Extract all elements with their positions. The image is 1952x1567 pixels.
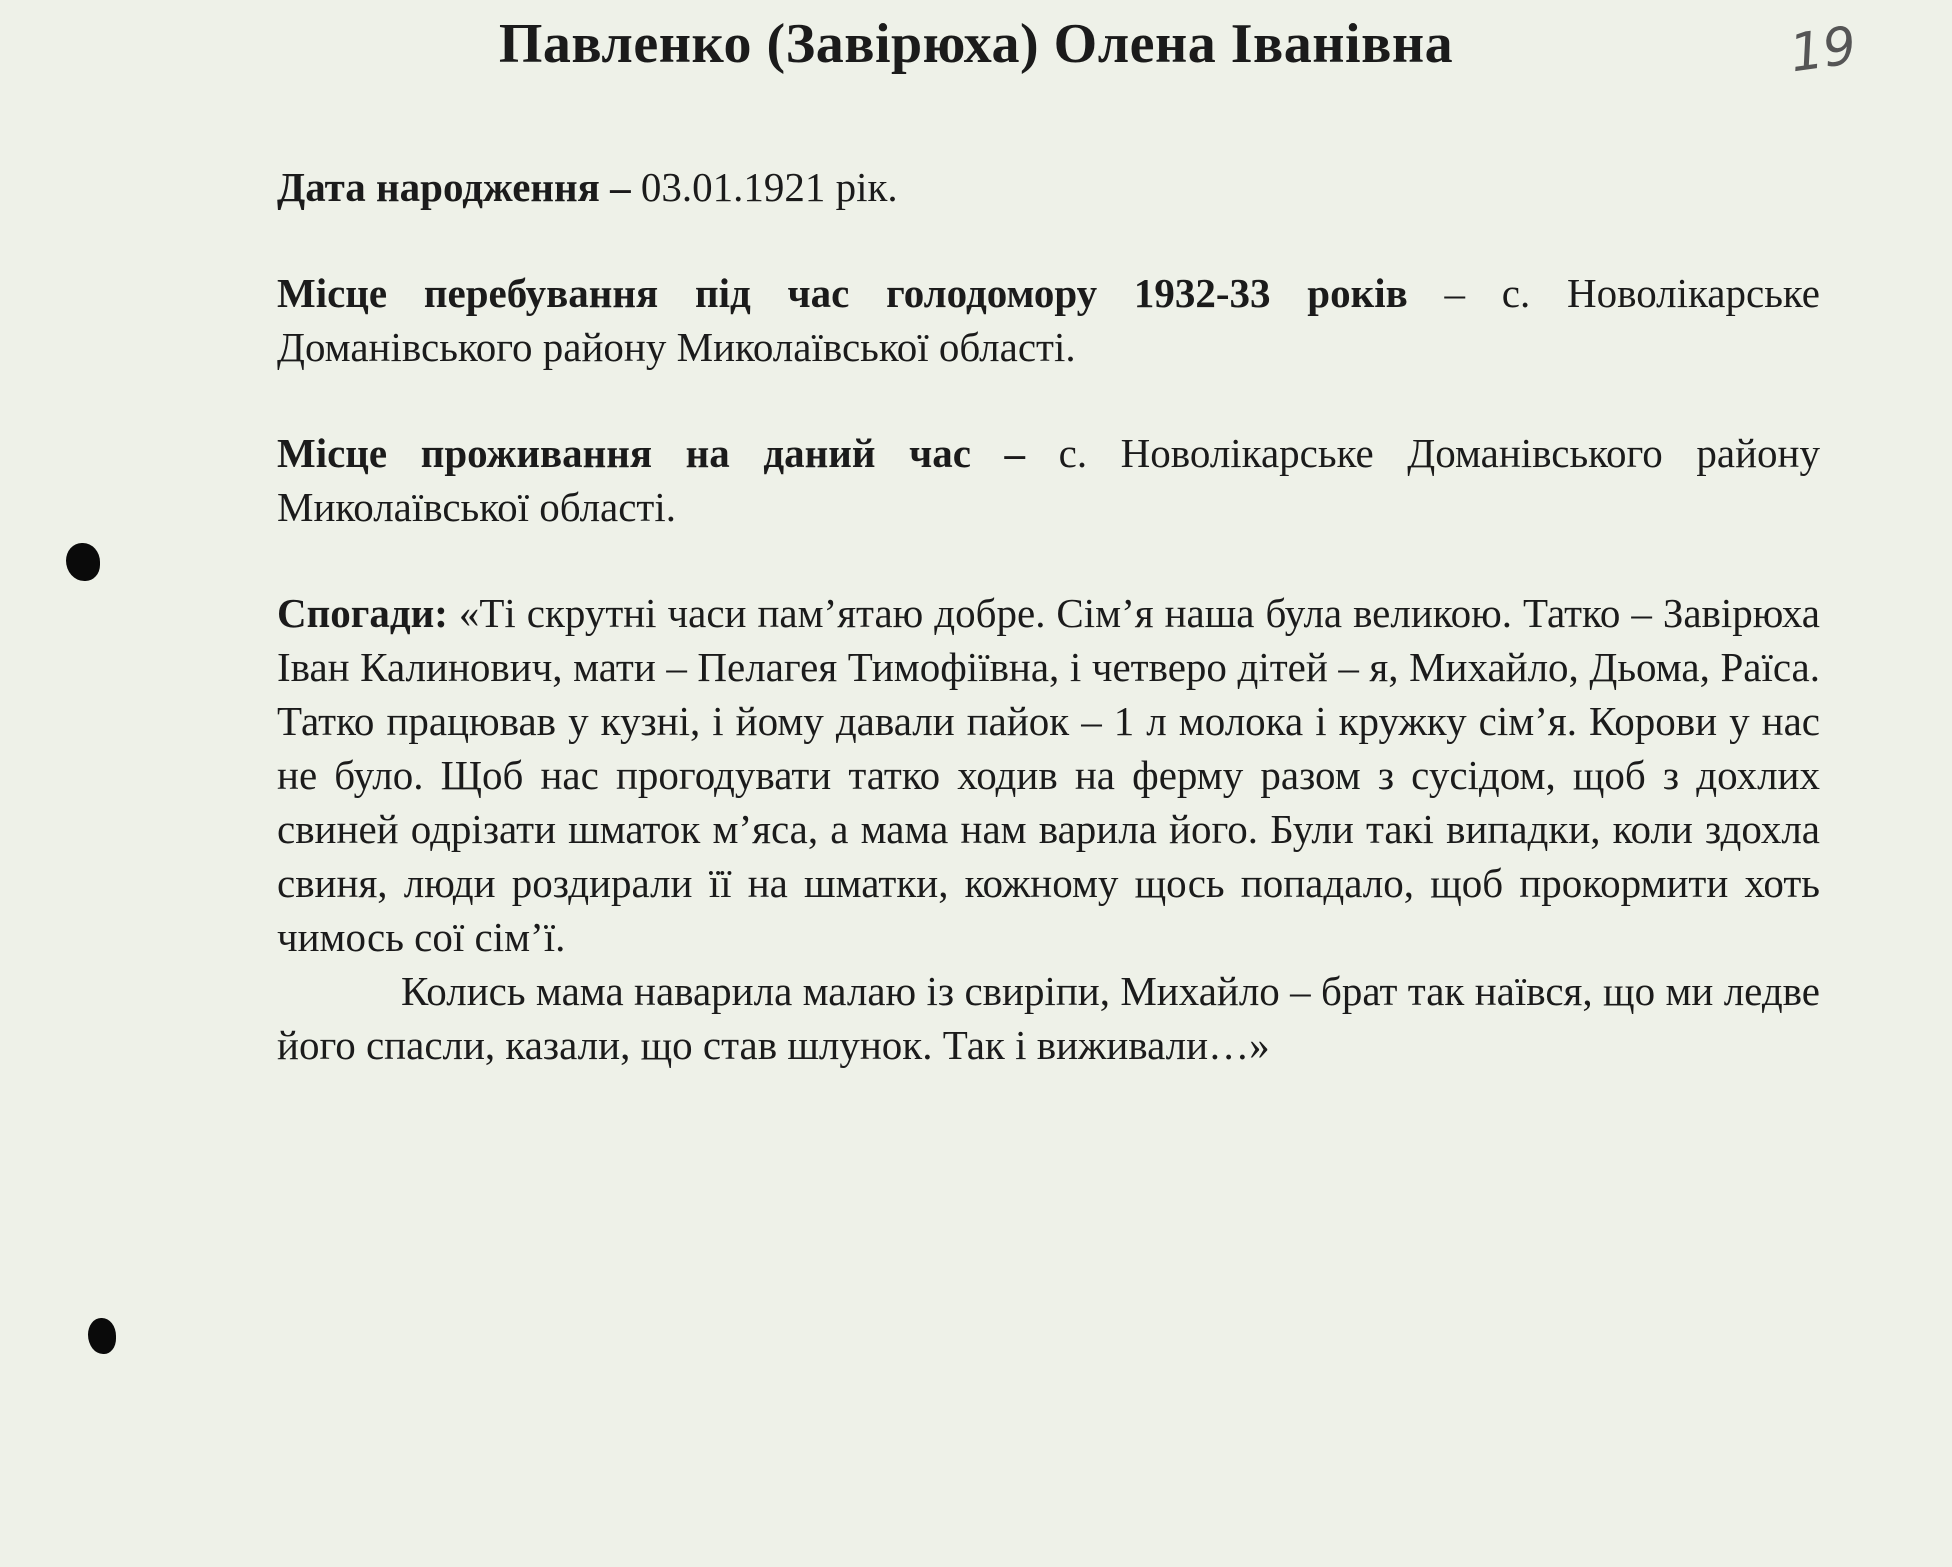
current-location-value: с. Новолікарське Доманівського району Миколаївської області. [277,430,1820,530]
famine-location-field [277,266,1820,374]
current-location-label: Місце проживання на даний час – [277,430,1026,476]
birth-date-field [277,160,1820,214]
memoir-label: Спогади: [277,590,448,636]
famine-location-label: Місце перебування під час голодомору 1932-33 років [277,270,1408,316]
handwritten-page-number: 19 [1786,15,1861,85]
punch-hole [66,543,100,581]
famine-location-value: – с. Новолікарське Доманівського району Миколаївської області. [277,270,1821,370]
memoir-paragraph-2: Колись мама наварила малаю із свиріпи, Михайло – брат так наївся, що ми ледве його спасли, казали, що став шлунок. Так і виживали…» [277,968,1820,1068]
birth-date-label: Дата народження – [277,164,631,210]
current-location-field [277,426,1820,534]
memoir-section [277,586,1820,1072]
memoir-paragraph [277,586,1820,964]
document-title: Павленко (Завірюха) Олена Іванівна [498,13,1454,75]
memoir-paragraph-1-text: «Ті скрутні часи пам’ятаю добре. Сім’я наша була великою. Татко – Завірюха Іван Калинович, мати – Пелагея Тимофіївна, і четверо дітей – я, Михайло, Дьома, Раїса. Татко працював у кузні, і йому давали пайок – 1 л молока і кружку сім’я. Корови у нас не було. Щоб нас прогодувати татко ходив на ферму разом з сусідом, щоб з дохлих свиней одрізати шматок м’яса, а мама нам варила його. Були такі випадки, коли здохла свиня, люди роздирали її на шматки, кожному щось попадало, щоб прокормити хоть чимось сої сім’ї. [277,590,1820,960]
birth-date-value: 03.01.1921 рік. [630,164,898,210]
document-body [277,160,1820,1072]
punch-hole [88,1318,116,1354]
